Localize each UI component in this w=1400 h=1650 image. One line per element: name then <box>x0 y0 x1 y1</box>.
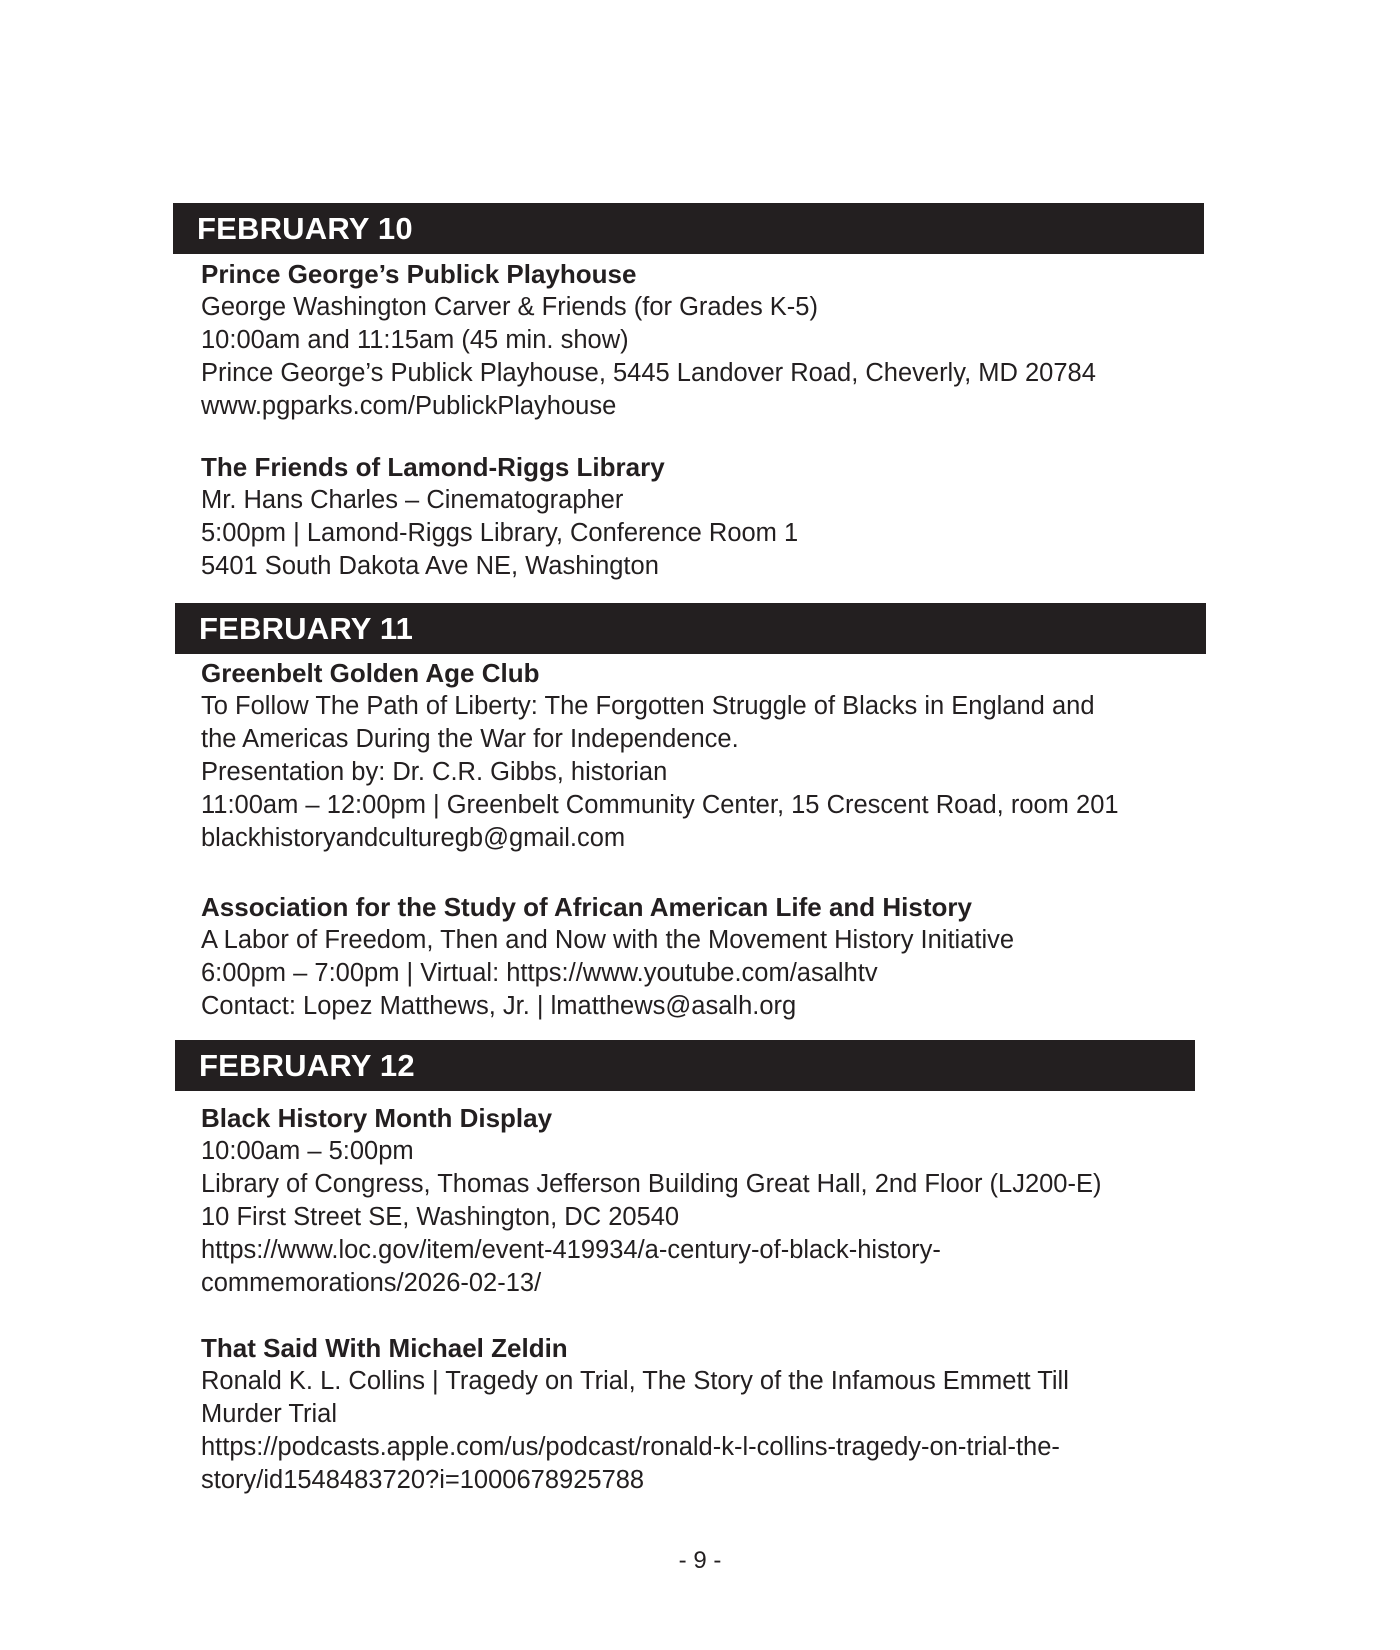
event-detail: Mr. Hans Charles – Cinematographer <box>201 486 624 514</box>
event-detail: A Labor of Freedom, Then and Now with the Movement History Initiative <box>201 926 1015 954</box>
event-detail: the Americas During the War for Independence. <box>201 725 739 753</box>
event-address: 10 First Street SE, Washington, DC 20540 <box>201 1203 680 1231</box>
event-entry <box>201 657 1211 855</box>
event-link[interactable]: commemorations/2026-02-13/ <box>201 1269 542 1297</box>
event-title: Association for the Study of African American Life and History <box>201 892 972 922</box>
event-entry <box>201 891 1211 1023</box>
event-detail: Ronald K. L. Collins | Tragedy on Trial, The Story of the Infamous Emmett Till <box>201 1367 1069 1395</box>
event-entry <box>201 1332 1211 1497</box>
page-number: - 9 - <box>678 1547 722 1574</box>
event-entry <box>201 1102 1211 1300</box>
event-link[interactable]: www.pgparks.com/PublickPlayhouse <box>201 392 617 420</box>
event-address: 5401 South Dakota Ave NE, Washington <box>201 552 659 580</box>
day-date: FEBRUARY 11 <box>199 610 414 646</box>
event-title: Black History Month Display <box>201 1103 553 1133</box>
event-link[interactable]: https://podcasts.apple.com/us/podcast/ronald-k-l-collins-tragedy-on-trial-the- <box>201 1433 1060 1461</box>
event-location: Library of Congress, Thomas Jefferson Building Great Hall, 2nd Floor (LJ200-E) <box>201 1170 1102 1198</box>
event-time-location: 5:00pm | Lamond-Riggs Library, Conference Room 1 <box>201 519 799 547</box>
event-link[interactable]: story/id1548483720?i=1000678925788 <box>201 1466 645 1494</box>
event-entry <box>201 451 1211 583</box>
event-time-location: 11:00am – 12:00pm | Greenbelt Community Center, 15 Crescent Road, room 201 <box>201 791 1119 819</box>
event-detail: George Washington Carver & Friends (for Grades K-5) <box>201 293 818 321</box>
event-entry <box>201 258 1211 423</box>
event-time: 10:00am – 5:00pm <box>201 1137 414 1165</box>
event-title: That Said With Michael Zeldin <box>201 1333 568 1363</box>
day-header <box>175 1040 1195 1091</box>
day-header <box>173 203 1204 254</box>
event-contact[interactable]: Contact: Lopez Matthews, Jr. | lmatthews@asalh.org <box>201 992 797 1020</box>
event-link[interactable]: https://www.loc.gov/item/event-419934/a-century-of-black-history- <box>201 1236 941 1264</box>
day-date: FEBRUARY 10 <box>197 210 413 246</box>
event-address: Prince George’s Publick Playhouse, 5445 Landover Road, Cheverly, MD 20784 <box>201 359 1096 387</box>
day-date: FEBRUARY 12 <box>199 1047 415 1083</box>
event-email[interactable]: blackhistoryandculturegb@gmail.com <box>201 824 626 852</box>
event-time-link[interactable]: 6:00pm – 7:00pm | Virtual: https://www.youtube.com/asalhtv <box>201 959 878 987</box>
event-detail: Murder Trial <box>201 1400 338 1428</box>
event-title: Prince George’s Publick Playhouse <box>201 259 637 289</box>
event-presenter: Presentation by: Dr. C.R. Gibbs, historian <box>201 758 668 786</box>
event-title: Greenbelt Golden Age Club <box>201 658 540 688</box>
event-title: The Friends of Lamond-Riggs Library <box>201 452 665 482</box>
event-detail: To Follow The Path of Liberty: The Forgotten Struggle of Blacks in England and <box>201 692 1095 720</box>
event-time: 10:00am and 11:15am (45 min. show) <box>201 326 629 354</box>
day-header <box>175 603 1206 654</box>
